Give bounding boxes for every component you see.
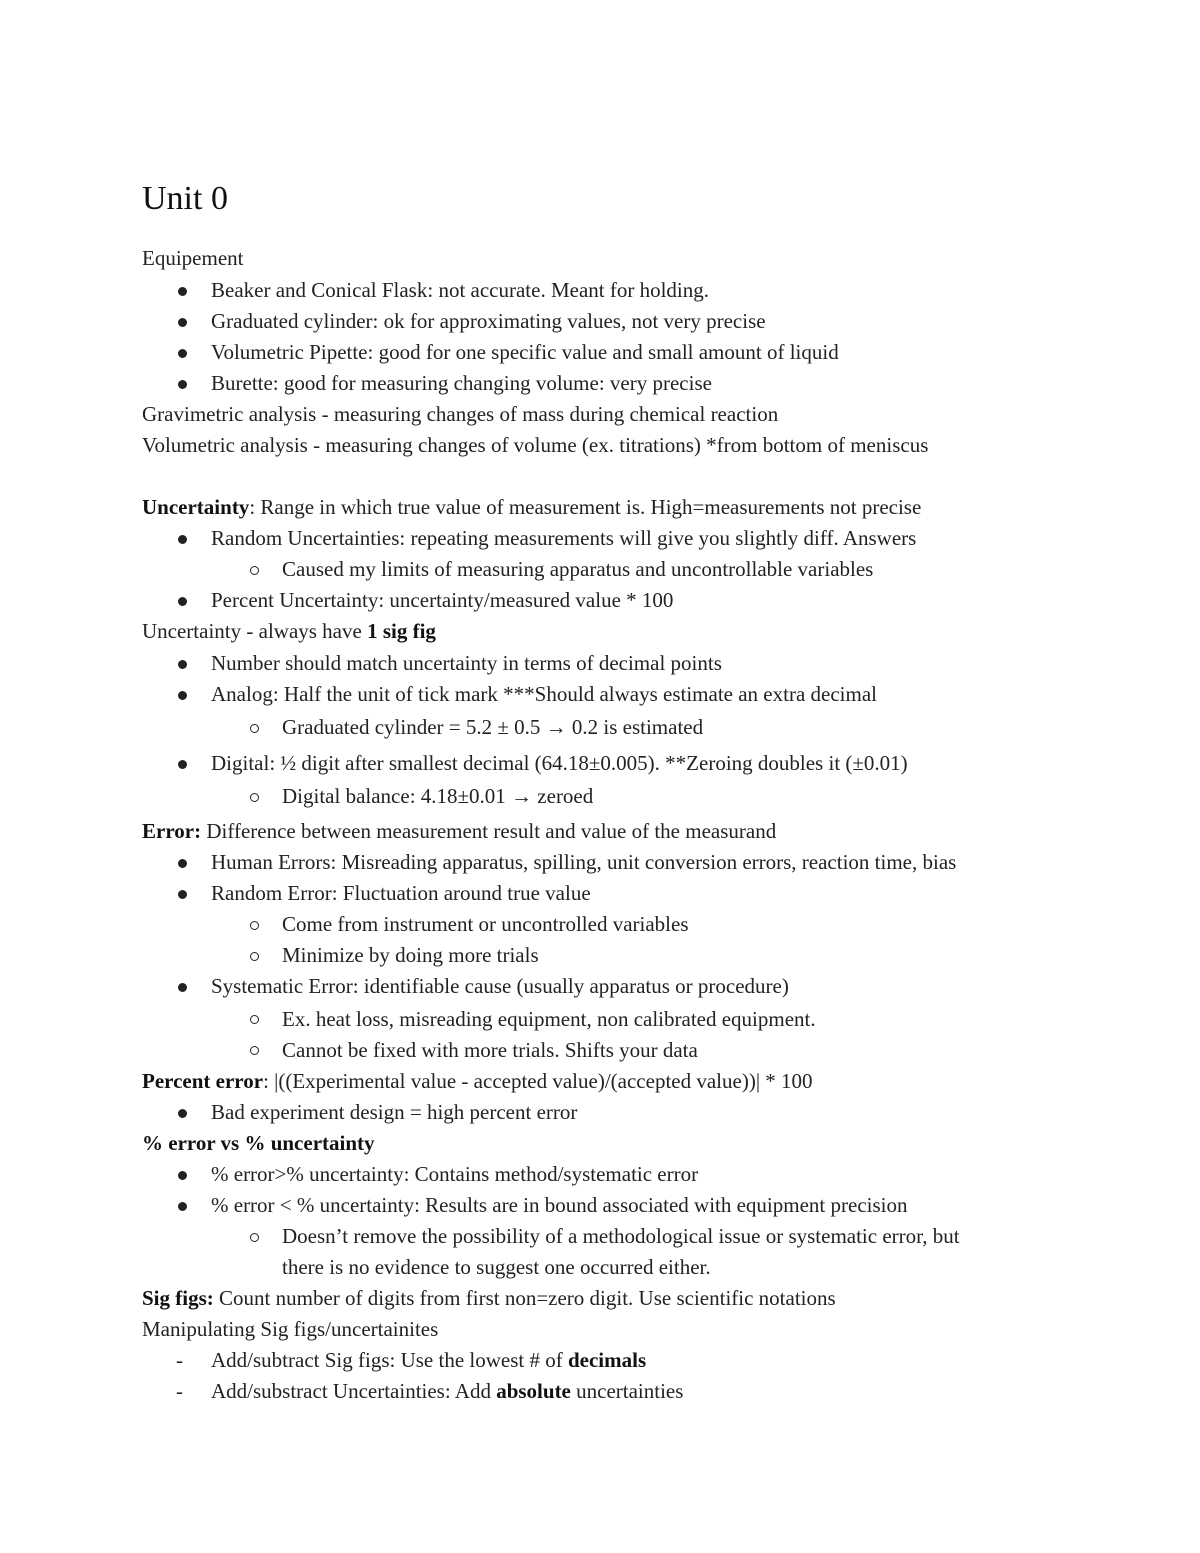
percent-error-formula: : |((Experimental value - accepted value)/(accepted value))| * 100 xyxy=(263,1069,813,1093)
bullet-icon xyxy=(178,983,187,992)
circle-bullet-icon xyxy=(250,566,259,575)
list-item: Burette: good for measuring changing volume: very precise xyxy=(211,371,712,395)
uncertainty-definition xyxy=(142,494,921,520)
list-item: Percent Uncertainty: uncertainty/measured value * 100 xyxy=(211,588,674,612)
list-item: Cannot be fixed with more trials. Shifts your data xyxy=(282,1038,698,1062)
manipulating-heading: Manipulating Sig figs/uncertainites xyxy=(142,1317,439,1341)
sigfig-rule-bold: 1 sig fig xyxy=(367,619,436,643)
dash-marker: - xyxy=(176,1379,183,1403)
list-item: Number should match uncertainty in terms of decimal points xyxy=(211,651,722,675)
sigfig-rule-line xyxy=(142,618,436,644)
list-item: Digital: ½ digit after smallest decimal (64.18±0.005). **Zeroing doubles it (±0.01) xyxy=(211,751,908,775)
circle-bullet-icon xyxy=(250,921,259,930)
circle-bullet-icon xyxy=(250,1233,259,1242)
list-item: Bad experiment design = high percent error xyxy=(211,1100,578,1124)
volumetric-line: Volumetric analysis - measuring changes of volume (ex. titrations) *from bottom of meniscus xyxy=(142,433,929,457)
list-item: Digital balance: 4.18±0.01 → zeroed xyxy=(282,784,594,808)
list-item: Graduated cylinder = 5.2 ± 0.5 → 0.2 is estimated xyxy=(282,715,704,739)
bullet-icon xyxy=(178,597,187,606)
sigfigs-definition xyxy=(142,1285,836,1311)
list-item: Random Uncertainties: repeating measurements will give you slightly diff. Answers xyxy=(211,526,917,550)
sigfig-rule-prefix: Uncertainty - always have xyxy=(142,619,368,643)
bullet-icon xyxy=(178,660,187,669)
bullet-icon xyxy=(178,859,187,868)
bullet-icon xyxy=(178,890,187,899)
list-item: Systematic Error: identifiable cause (usually apparatus or procedure) xyxy=(211,974,789,998)
percent-error-definition xyxy=(142,1068,813,1094)
list-item xyxy=(211,1347,646,1373)
list-item: Human Errors: Misreading apparatus, spilling, unit conversion errors, reaction time, bias xyxy=(211,850,957,874)
add-rule-prefix: Add/subtract Sig figs: Use the lowest # of xyxy=(211,1348,568,1372)
circle-bullet-icon xyxy=(250,793,259,802)
percent-error-term: Percent error xyxy=(142,1069,264,1093)
error-text: Difference between measurement result and value of the measurand xyxy=(201,819,777,843)
list-item: Minimize by doing more trials xyxy=(282,943,539,967)
list-item: Beaker and Conical Flask: not accurate. Meant for holding. xyxy=(211,278,710,302)
list-item: Ex. heat loss, misreading equipment, non calibrated equipment. xyxy=(282,1007,816,1031)
list-item: Graduated cylinder: ok for approximating values, not very precise xyxy=(211,309,766,333)
bullet-icon xyxy=(178,535,187,544)
unc-rule-suffix: uncertainties xyxy=(570,1379,684,1403)
list-item xyxy=(211,1378,683,1404)
error-term: Error: xyxy=(142,819,202,843)
list-item: Doesn’t remove the possibility of a methodological issue or systematic error, but xyxy=(282,1224,960,1248)
bullet-icon xyxy=(178,1109,187,1118)
uncertainty-term: Uncertainty xyxy=(142,495,250,519)
list-item: Caused my limits of measuring apparatus and uncontrollable variables xyxy=(282,557,874,581)
bullet-icon xyxy=(178,760,187,769)
bullet-icon xyxy=(178,380,187,389)
circle-bullet-icon xyxy=(250,952,259,961)
bullet-icon xyxy=(178,1202,187,1211)
list-item: % error < % uncertainty: Results are in bound associated with equipment precision xyxy=(211,1193,908,1217)
comparison-heading-text: % error vs % uncertainty xyxy=(142,1131,375,1155)
bullet-icon xyxy=(178,1171,187,1180)
page-title: Unit 0 xyxy=(142,180,228,217)
list-item: % error>% uncertainty: Contains method/systematic error xyxy=(211,1162,699,1186)
list-item: Analog: Half the unit of tick mark ***Should always estimate an extra decimal xyxy=(211,682,877,706)
error-definition xyxy=(142,818,776,844)
list-item: Come from instrument or uncontrolled variables xyxy=(282,912,689,936)
add-rule-bold: decimals xyxy=(567,1348,647,1372)
unc-rule-bold: absolute xyxy=(496,1379,571,1403)
unc-rule-prefix: Add/substract Uncertainties: Add xyxy=(211,1379,497,1403)
list-item-continuation: there is no evidence to suggest one occurred either. xyxy=(282,1255,711,1279)
comparison-heading xyxy=(142,1130,375,1156)
equipment-heading: Equipement xyxy=(142,246,244,270)
sigfigs-term: Sig figs: xyxy=(142,1286,214,1310)
list-item: Random Error: Fluctuation around true value xyxy=(211,881,591,905)
uncertainty-text: : Range in which true value of measurement is. High=measurements not precise xyxy=(249,495,922,519)
circle-bullet-icon xyxy=(250,1015,259,1024)
gravimetric-line: Gravimetric analysis - measuring changes of mass during chemical reaction xyxy=(142,402,779,426)
bullet-icon xyxy=(178,287,187,296)
sigfigs-text: Count number of digits from first non=zero digit. Use scientific notations xyxy=(213,1286,836,1310)
circle-bullet-icon xyxy=(250,1046,259,1055)
list-item: Volumetric Pipette: good for one specific value and small amount of liquid xyxy=(211,340,839,364)
bullet-icon xyxy=(178,691,187,700)
bullet-icon xyxy=(178,318,187,327)
bullet-icon xyxy=(178,349,187,358)
dash-marker: - xyxy=(176,1348,183,1372)
circle-bullet-icon xyxy=(250,724,259,733)
